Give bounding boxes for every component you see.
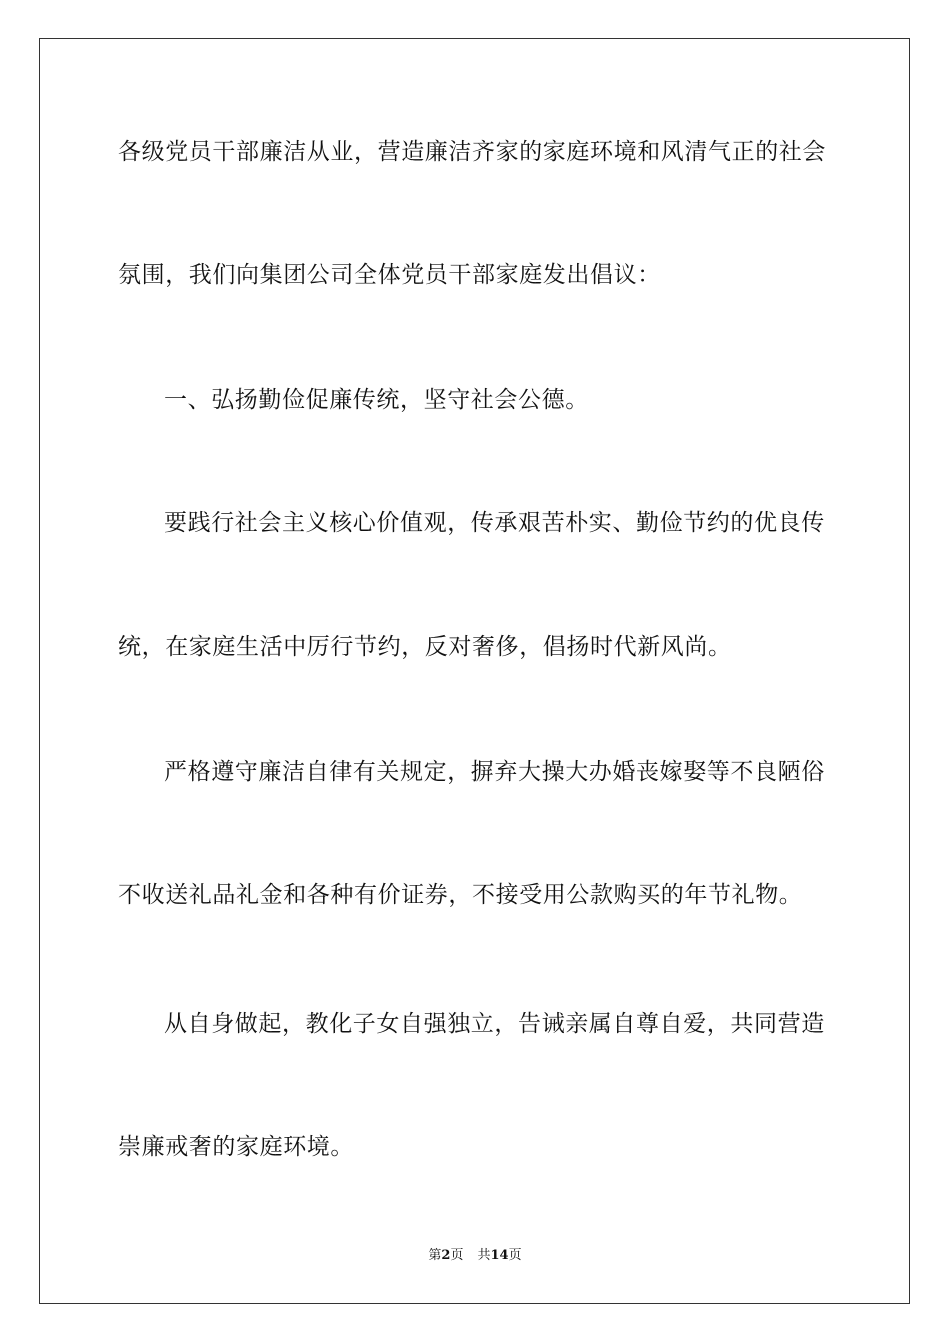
page-footer xyxy=(0,1247,950,1265)
paragraph-line-3: 要践行社会主义核心价值观，传承艰苦朴实、勤俭节约的优良传 xyxy=(164,510,825,536)
paragraph-line-8: 崇廉戒奢的家庭环境。 xyxy=(118,1134,354,1160)
paragraph-line-2: 氛围，我们向集团公司全体党员干部家庭发出倡议： xyxy=(118,262,661,288)
page-suffix: 页 xyxy=(450,1248,464,1263)
paragraph-line-1: 各级党员干部廉洁从业，营造廉洁齐家的家庭环境和风清气正的社会 xyxy=(118,139,826,165)
paragraph-line-4: 统，在家庭生活中厉行节约，反对奢侈，倡扬时代新风尚。 xyxy=(118,634,732,660)
paragraph-line-6: 不收送礼品礼金和各种有价证券，不接受用公款购买的年节礼物。 xyxy=(118,882,803,908)
total-pages: 14 xyxy=(490,1248,509,1263)
total-suffix: 页 xyxy=(508,1248,522,1263)
section-heading-1: 一、弘扬勤俭促廉传统，坚守社会公德。 xyxy=(164,387,589,413)
total-prefix: 共 xyxy=(477,1248,491,1263)
paragraph-line-7: 从自身做起，教化子女自强独立，告诫亲属自尊自爱，共同营造 xyxy=(164,1011,825,1037)
page-number: 2 xyxy=(441,1248,451,1263)
paragraph-line-5: 严格遵守廉洁自律有关规定，摒弃大操大办婚丧嫁娶等不良陋俗 xyxy=(164,759,825,785)
page-prefix: 第 xyxy=(428,1248,442,1263)
page-border xyxy=(39,38,910,1304)
